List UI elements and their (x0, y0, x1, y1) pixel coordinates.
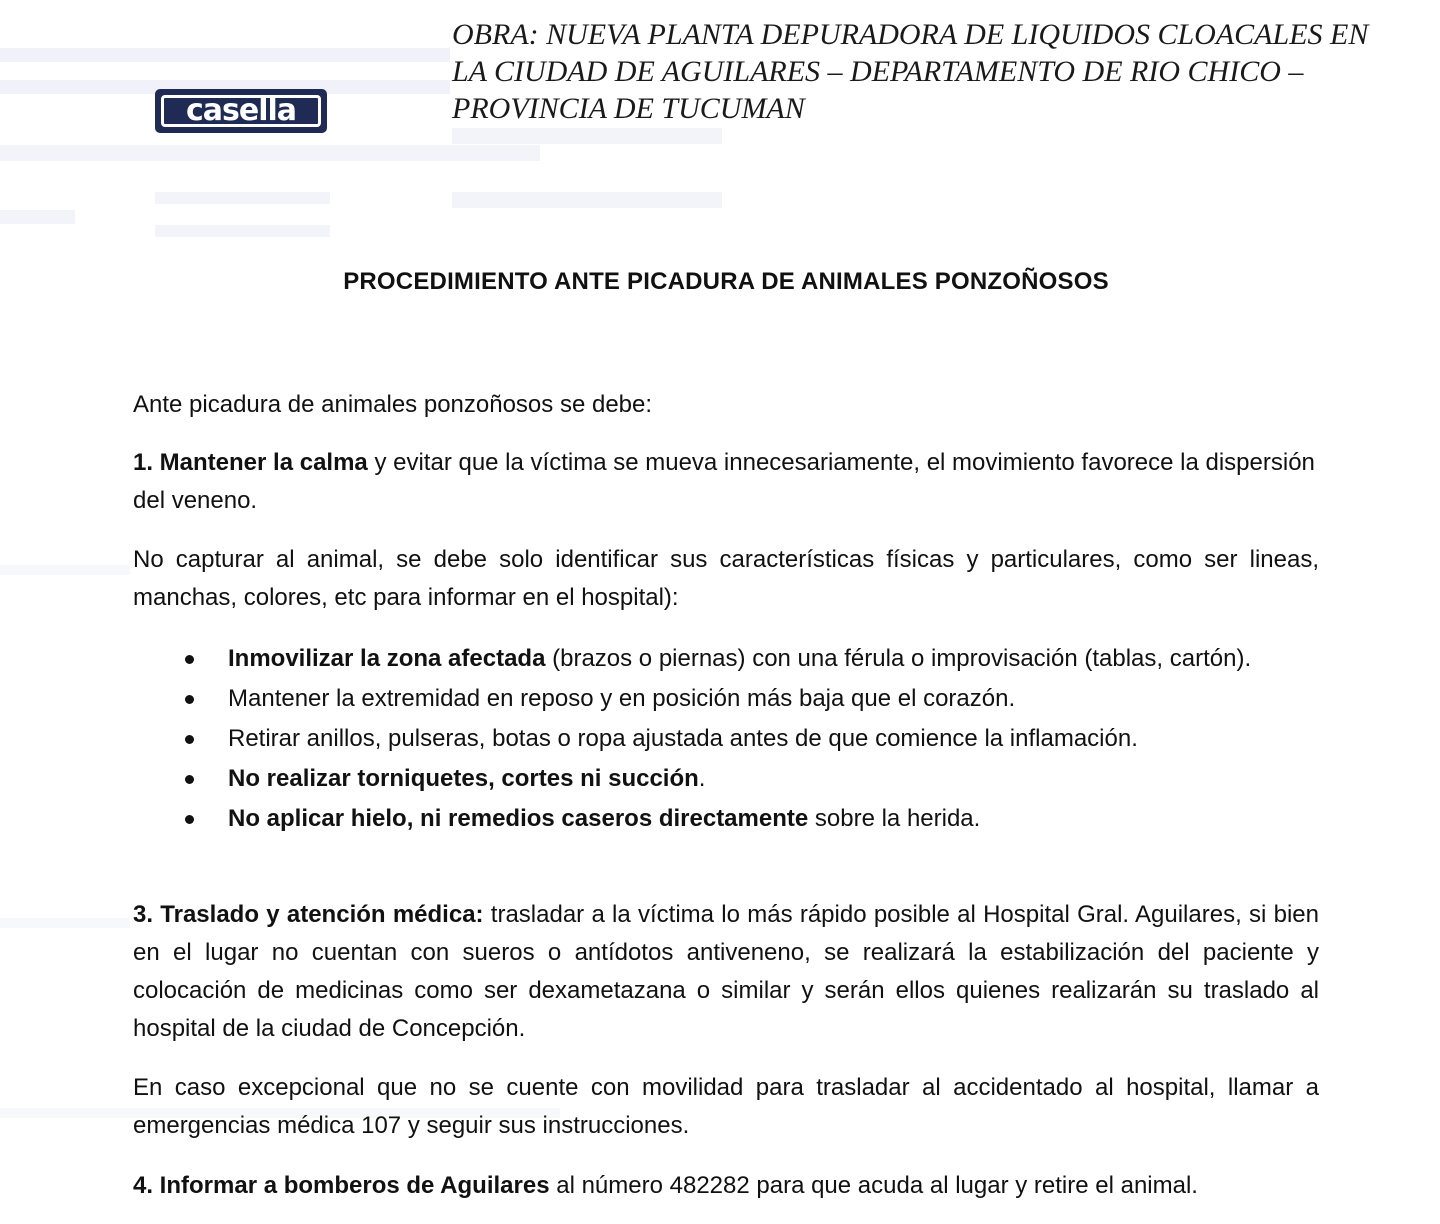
project-header (452, 16, 1412, 127)
bleed-through-shape (0, 210, 75, 224)
bleed-through-shape (155, 192, 330, 204)
project-line: PROVINCIA DE TUCUMAN (452, 92, 805, 125)
casella-logo (155, 89, 327, 133)
logo-text: casella (161, 95, 321, 127)
page-title: PROCEDIMIENTO ANTE PICADURA DE ANIMALES PONZOÑOSOS (343, 268, 1109, 295)
bullet-icon (185, 775, 194, 784)
bleed-through-shape (0, 565, 130, 575)
step-4-text: al número 482282 para que acuda al lugar y retire el animal. (549, 1172, 1198, 1199)
step-3-text: trasladar a la víctima lo más rápido posible al Hospital Gral. Aguilares, si bien en el lugar no cuentan con sueros o antídotos antiveneno, se realizará la estabilización del paciente y colocación de medicinas como ser dexametazana o similar y serán ellos quienes realizarán su traslado al hospital de la ciudad de Concepción. (133, 901, 1319, 1042)
list-item-text: (brazos o piernas) con una férula o improvisación (tablas, cartón). (545, 645, 1252, 672)
step-4-paragraph (133, 1167, 1319, 1205)
step-3-heading: 3. Traslado y atención médica: (133, 901, 484, 928)
step-1-paragraph (133, 444, 1319, 520)
step-3-paragraph (133, 896, 1319, 1048)
bleed-through-shape (452, 192, 722, 208)
intro-paragraph: Ante picadura de animales ponzoñosos se debe: (133, 391, 653, 418)
list-item (133, 640, 1319, 678)
bleed-through-shape (0, 145, 540, 161)
list-item-text: sobre la herida. (808, 805, 981, 832)
exceptional-paragraph: En caso excepcional que no se cuente con movilidad para trasladar al accidentado al hospital, llamar a emergencias médica 107 y seguir sus instrucciones. (133, 1074, 1319, 1139)
step-1-heading: 1. Mantener la calma (133, 449, 368, 476)
bullet-icon (185, 695, 194, 704)
step-4-heading: 4. Informar a bomberos de Aguilares (133, 1172, 550, 1199)
project-line: LA CIUDAD DE AGUILARES – DEPARTAMENTO DE RIO CHICO – (452, 55, 1304, 88)
bullet-icon (185, 655, 194, 664)
list-item-text: Retirar anillos, pulseras, botas o ropa ajustada antes de que comience la inflamación. (228, 725, 1138, 752)
bleed-through-shape (0, 918, 130, 928)
list-item (133, 720, 1319, 758)
bleed-through-shape (452, 128, 722, 144)
bullet-icon (185, 735, 194, 744)
list-item (133, 680, 1319, 718)
first-aid-list (133, 640, 1319, 840)
step-1-text: y evitar que la víctima se mueva innecesariamente, el movimiento favorece la dispersión del veneno. (133, 449, 1315, 514)
bleed-through-shape (0, 48, 450, 62)
list-item-bold: Inmovilizar la zona afectada (228, 645, 546, 672)
list-item-text: Mantener la extremidad en reposo y en posición más baja que el corazón. (228, 685, 1016, 712)
list-item-bold: No realizar torniquetes, cortes ni succión (228, 765, 699, 792)
project-line: OBRA: NUEVA PLANTA DEPURADORA DE LIQUIDOS CLOACALES EN (452, 18, 1369, 51)
bleed-through-shape (155, 225, 330, 237)
list-item-bold: No aplicar hielo, ni remedios caseros directamente (228, 805, 809, 832)
bullet-icon (185, 815, 194, 824)
list-item (133, 800, 1319, 838)
list-item (133, 760, 1319, 798)
list-item-text: . (698, 765, 706, 792)
no-capture-paragraph: No capturar al animal, se debe solo identificar sus características físicas y particulares, como ser lineas, manchas, colores, etc para informar en el hospital): (133, 546, 1319, 611)
